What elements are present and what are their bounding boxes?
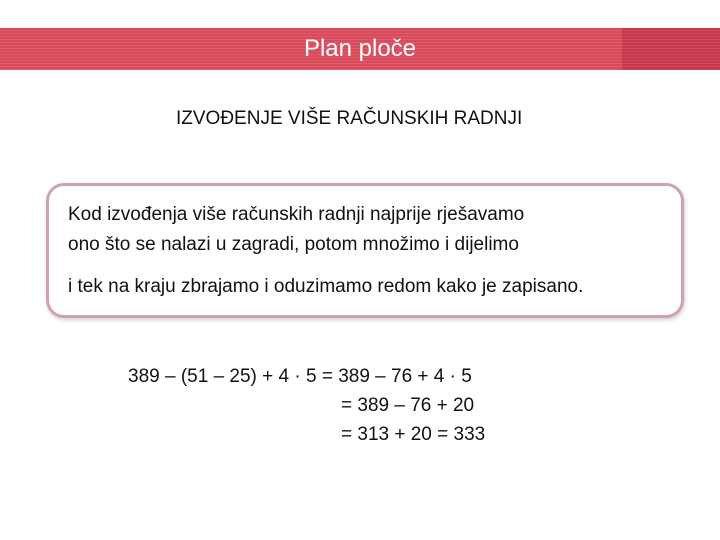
calculation-step: 389 – (51 – 25) + 4 · 5 = 389 – 76 + 4 · 5 bbox=[128, 366, 472, 387]
calculation-step: = 313 + 20 = 333 bbox=[341, 424, 486, 445]
rule-text-line: i tek na kraju zbrajamo i oduzimamo redom kako je zapisano. bbox=[68, 276, 584, 297]
rule-text-line: ono što se nalazi u zagradi, potom množimo i dijelimo bbox=[68, 234, 519, 255]
page-heading: IZVOĐENJE VIŠE RAČUNSKIH RADNJI bbox=[176, 108, 523, 129]
slide-header-title: Plan ploče bbox=[303, 35, 417, 62]
rule-text-line: Kod izvođenja više računskih radnji najprije rješavamo bbox=[68, 204, 525, 225]
header-accent-strip bbox=[622, 28, 720, 70]
calculation-step: = 389 – 76 + 20 bbox=[341, 395, 475, 416]
